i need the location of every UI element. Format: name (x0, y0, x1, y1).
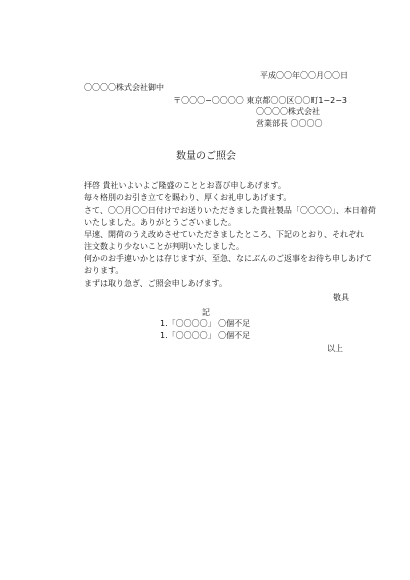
body-line: 何かのお手違いかとは存じますが、至急、なにぶんのご返事をお待ち申しあげて (84, 254, 372, 263)
sender-address: 〒〇〇〇−〇〇〇〇 東京都〇〇区〇〇町1−2−3 (173, 96, 347, 105)
body-line: まずは取り急ぎ、ご照会申しあげます。 (84, 279, 228, 288)
body-line: 毎々格別のお引き立てを賜わり、厚くお礼申しあげます。 (84, 193, 292, 202)
closing-ijou: 以上 (327, 344, 343, 353)
body-line: いたしました。ありがとうございました。 (84, 218, 236, 227)
body-line: さて、〇〇月〇〇日付けでお送りいただきました貴社製品「〇〇〇〇」、本日着荷 (84, 206, 376, 215)
body-line: 拝啓 貴社いよいよご隆盛のこととお喜び申しあげます。 (84, 181, 286, 190)
body-line: 早速、開荷のうえ改めさせていただきましたところ、下記のとおり、それぞれ (84, 230, 364, 239)
document-title: 数量のご照会 (176, 151, 236, 162)
closing-keigu: 敬具 (333, 293, 349, 302)
sender-person: 営業部長 〇〇〇〇 (256, 119, 323, 128)
list-item: 1.「〇〇〇〇」 〇個不足 (160, 319, 251, 328)
ki-heading: 記 (202, 308, 210, 317)
body-line: おります。 (84, 266, 124, 275)
document-date: 平成〇〇年〇〇月〇〇日 (260, 71, 348, 80)
list-item: 1.「〇〇〇〇」 〇個不足 (160, 331, 251, 340)
recipient-name: 〇〇〇〇株式会社御中 (84, 83, 164, 92)
body-line: 注文数より少ないことが判明いたしました。 (84, 242, 244, 251)
sender-company: 〇〇〇〇株式会社 (256, 107, 320, 116)
